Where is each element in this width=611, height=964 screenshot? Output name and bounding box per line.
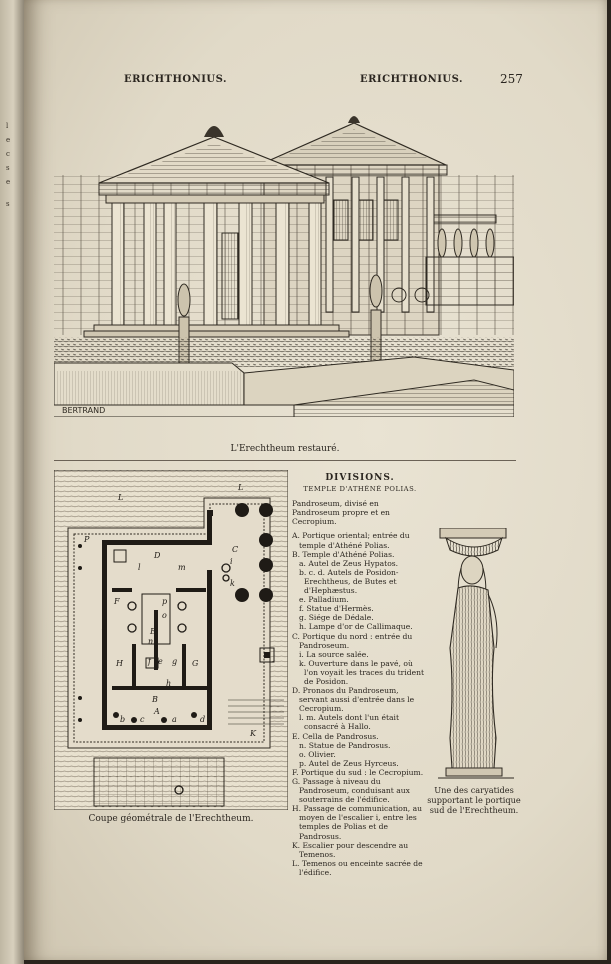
plan-label: e [158, 657, 163, 666]
division-item: n. Statue de Pandrosus. [299, 740, 391, 750]
plan-label: h [166, 679, 172, 688]
plan-label: l [138, 563, 141, 572]
plan-label: c [140, 715, 145, 724]
plan-label: A [154, 707, 160, 716]
divisions-intro: Pandroseum, divisé en Pandroseum propre et en Cecropium. [292, 499, 390, 527]
division-item: G. Passage à niveau du Pandroseum, conduisant aux souterrains de l'édifice. [292, 777, 410, 805]
divider-rule [54, 460, 516, 461]
division-item: g. Siége de Dédale. [299, 613, 374, 623]
division-item: H. Passage de communication, au moyen de l'escalier i, entre les temples de Polias et de Pandrosus. [292, 804, 423, 841]
plan-label: b [120, 715, 126, 724]
division-item: b. c. d. Autels de Posidon-Erechtheus, de Butes et d'Hephæstus. [299, 567, 399, 596]
division-item: K. Escalier pour descendre au Temenos. [292, 840, 409, 859]
division-item: F. Portique du sud : le Cecropium. [292, 767, 424, 777]
plan-label: m [178, 563, 186, 572]
running-head-right: ERICHTHONIUS. [360, 74, 464, 85]
division-item: e. Palladium. [299, 595, 349, 605]
division-item: E. Cella de Pandrosus. [292, 731, 379, 741]
running-head-left: ERICHTHONIUS. [124, 74, 228, 85]
division-item: l. m. Autels dont l'un était consacré à Hallo. [299, 713, 399, 732]
division-item: k. Ouverture dans le pavé, où l'on voyait les traces du trident de Posidon. [299, 658, 425, 686]
plan-label: H [116, 659, 123, 668]
plan-label: k [230, 579, 235, 588]
plan-label: E [150, 627, 156, 636]
caryatid-engraving [434, 528, 516, 783]
left-page-edge [0, 0, 24, 964]
left-fragment: s [6, 200, 10, 208]
division-item: D. Pronaos du Pandroseum, servant aussi d'entrée dans le Cecropium. [292, 686, 415, 714]
plan-label: a [172, 715, 177, 724]
division-item: a. Autel de Zeus Hypatos. [299, 558, 399, 568]
division-item: o. Olivier. [299, 749, 336, 759]
division-item: f. Statue d'Hermès. [299, 604, 374, 614]
division-item: A. Portique oriental; entrée du temple d'Athéné Polias. [292, 531, 410, 550]
divisions-legend [292, 470, 428, 877]
plan-label: i [230, 557, 233, 566]
division-item: C. Portique du nord : entrée du Pandroseum. [292, 631, 413, 650]
plan-label: C [232, 545, 239, 554]
left-fragment: c [6, 150, 10, 158]
ground-plan [54, 470, 288, 810]
engraver-signature: BERTRAND [62, 406, 106, 415]
plan-label: G [192, 659, 199, 668]
left-fragment: e [6, 136, 11, 144]
engraving-caption: L'Erechtheum restauré. [230, 444, 340, 454]
left-fragment: l [6, 122, 9, 130]
division-item: p. Autel de Zeus Hyrceus. [299, 758, 399, 768]
page-number: 257 [500, 72, 523, 86]
plan-label: d [200, 715, 206, 724]
plan-label: K [250, 729, 256, 738]
division-item: L. Temenos ou enceinte sacrée de l'édifice. [292, 858, 423, 877]
left-fragment: e [6, 178, 11, 186]
divisions-title: DIVISIONS. [325, 473, 395, 483]
erechtheum-engraving [54, 105, 514, 417]
book-page [24, 0, 607, 960]
plan-label: g [172, 657, 178, 666]
plan-label: o [162, 611, 167, 620]
division-item: h. Lampe d'or de Callimaque. [299, 622, 413, 632]
plan-label: I [102, 623, 106, 632]
plan-label: n [148, 637, 154, 646]
plan-label: f [148, 657, 151, 666]
divisions-list [292, 531, 428, 877]
caryatid-caption: Une des caryatides supportant le portique sud de l'Erechtheum. [427, 785, 521, 815]
plan-label: P [84, 535, 90, 544]
plan-label: p [162, 597, 168, 606]
plan-caption: Coupe géométrale de l'Erechtheum. [88, 814, 254, 824]
plan-label: L [238, 483, 244, 492]
left-fragment: s [6, 164, 10, 172]
plan-label: F [114, 597, 120, 606]
division-item: i. La source salée. [299, 649, 369, 659]
plan-label: B [152, 695, 158, 704]
plan-label: L [118, 493, 124, 502]
plan-label: D [154, 551, 161, 560]
division-item: B. Temple d'Athéné Polias. [292, 549, 395, 559]
divisions-subtitle: TEMPLE D'ATHÉNÉ POLIAS. [303, 485, 417, 494]
